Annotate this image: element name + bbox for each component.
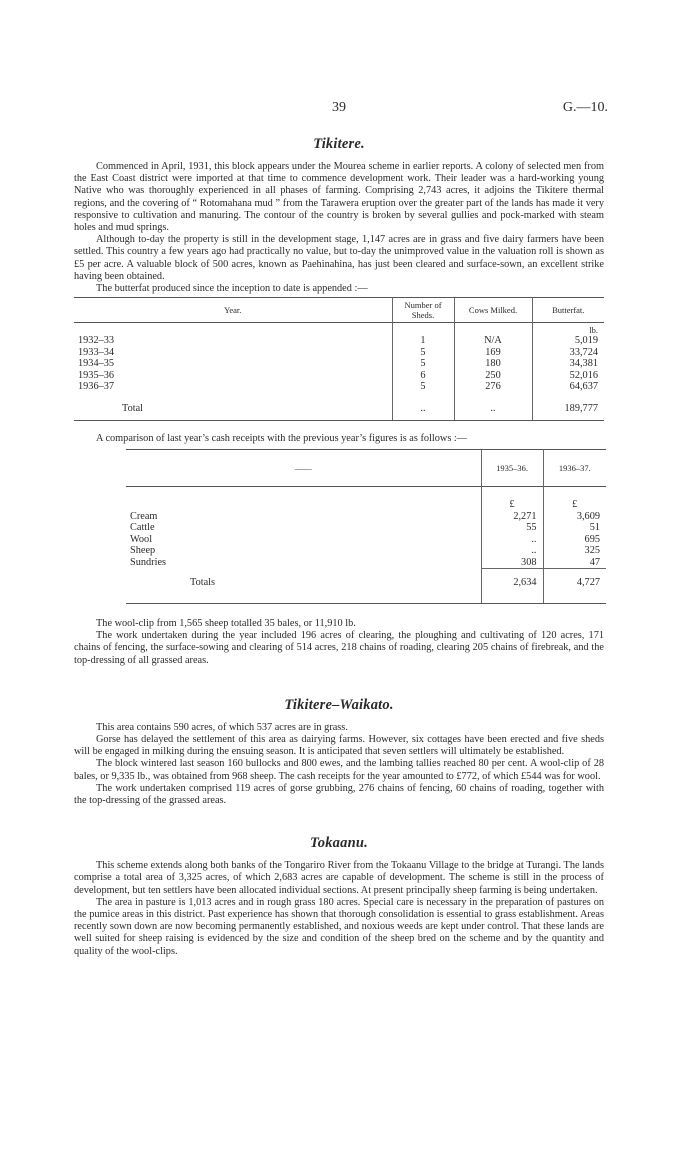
- paragraph: The work undertaken during the year included 196 acres of clearing, the ploughing and cultivating of 120 acres, 171 chains of fencing, the surface-sowing and clearing of 514 acres, 218 chains of roading, clearing 205 chains of firebreak, and the top-dressing of all grassed areas.: [74, 630, 604, 666]
- column-header-blank: ——: [294, 463, 312, 474]
- section-title-tikitere: Tikitere.: [313, 136, 365, 152]
- table-row: [74, 370, 604, 382]
- section-title-tokaanu: Tokaanu.: [310, 835, 368, 852]
- unit-label: lb.: [532, 323, 604, 336]
- cell-year: 1933–34: [78, 346, 115, 358]
- cell-sheds: 5: [392, 358, 454, 370]
- cell-year: 1932–33: [78, 335, 115, 347]
- column-header-butterfat: Butterfat.: [532, 298, 604, 323]
- cell-cows: N/A: [454, 335, 532, 347]
- paragraph: The block wintered last season 160 bullocks and 800 ewes, and the lambing tallies reached 80 per cent. A wool-clip of 28 bales, or 9,335 lb., was obtained from 968 sheep. The cash receipts for the year amounted to £772, of which £544 was for wool.: [74, 758, 604, 782]
- table-total-row: [74, 393, 604, 421]
- table-row: [126, 545, 606, 557]
- total-label: Totals: [126, 569, 481, 604]
- cell-sheds: 5: [392, 347, 454, 359]
- cell-cows: 276: [454, 381, 532, 393]
- paragraph: The wool-clip from 1,565 sheep totalled 35 bales, or 11,910 lb.: [96, 617, 356, 629]
- cell-item: Cattle: [130, 522, 155, 534]
- column-header-1936-37: 1936–37.: [543, 450, 606, 487]
- paragraph: This scheme extends along both banks of the Tongariro River from the Tokaanu Village to the bridge at Turangi. The lands comprise a total area of 3,325 acres, of which 2,683 acres are capable of development. The scheme is still in the process of development, but ten settlers have been allocated individual sections. At present principally sheep farming is being undertaken.: [74, 860, 604, 896]
- column-header-sheds: Number of Sheds.: [392, 298, 454, 323]
- cell-sheds: 6: [392, 370, 454, 382]
- paragraph: Gorse has delayed the settlement of this area as dairying farms. However, six cottages have been erected and five sheds will be engaged in milking during the ensuing season. It is anticipated that seven settlers will ultimately be established.: [74, 733, 604, 758]
- page-number: 39: [332, 100, 346, 115]
- cash-receipts-table: [126, 449, 606, 604]
- cell-1935-36: ..: [481, 545, 543, 557]
- cell-sheds: 5: [392, 381, 454, 393]
- total-1936-37: 4,727: [543, 569, 606, 604]
- table-row: [126, 522, 606, 534]
- cell-butterfat: 33,724: [532, 347, 604, 359]
- cell-1936-37: 51: [543, 522, 606, 534]
- cell-sheds: 1: [392, 335, 454, 347]
- cell-1936-37: 3,609: [543, 511, 606, 523]
- unit-row: [74, 323, 604, 336]
- table-row: [126, 534, 606, 546]
- document-reference: G.—10.: [562, 100, 608, 115]
- cell-year: 1934–35: [78, 358, 115, 370]
- cell-1935-36: 308: [481, 557, 543, 569]
- cell-item: Cream: [130, 510, 158, 522]
- table-total-row: [126, 569, 606, 604]
- table-caption: A comparison of last year’s cash receipts with the previous year’s figures is as follows :—: [96, 433, 468, 445]
- table-row: [74, 358, 604, 370]
- page-header: [74, 100, 608, 122]
- table-header-row: [74, 298, 604, 323]
- column-header-cows: Cows Milked.: [454, 298, 532, 323]
- column-header-year: Year.: [224, 305, 242, 316]
- column-header-1935-36: 1935–36.: [481, 450, 543, 487]
- cell-butterfat: 52,016: [532, 370, 604, 382]
- section-title-tikitere-waikato: Tikitere–Waikato.: [284, 696, 394, 713]
- currency-symbol: £: [543, 487, 606, 511]
- cell-cows: 180: [454, 358, 532, 370]
- currency-row: [126, 487, 606, 511]
- table-row: [74, 381, 604, 393]
- cell-1936-37: 47: [543, 557, 606, 569]
- cell-butterfat: 34,381: [532, 358, 604, 370]
- table-row: [74, 335, 604, 347]
- total-sheds: ..: [392, 393, 454, 421]
- cell-1935-36: ..: [481, 534, 543, 546]
- table-row: [126, 511, 606, 523]
- cell-1936-37: 325: [543, 545, 606, 557]
- cell-butterfat: 64,637: [532, 381, 604, 393]
- cell-item: Sheep: [130, 545, 156, 557]
- total-butterfat: 189,777: [532, 393, 604, 421]
- cell-item: Wool: [130, 533, 153, 545]
- paragraph: The area in pasture is 1,013 acres and in rough grass 180 acres. Special care is necessary in the preparation of pastures on the pumice areas in this district. Past experience has shown that thorough consolidation is essential to grass establishment. Areas recently sown down are now becoming permanently established, and noxious weeds are kept under control. That these lands are well suited for sheep raising is evidenced by the size and condition of the sheep bred on the scheme and by the quantity and quality of the wool-clips.: [74, 896, 604, 957]
- table-row: [74, 347, 604, 359]
- report-page: [74, 100, 608, 958]
- total-cows: ..: [454, 393, 532, 421]
- cell-year: 1935–36: [78, 369, 115, 381]
- cell-1935-36: 55: [481, 522, 543, 534]
- total-1935-36: 2,634: [481, 569, 543, 604]
- cell-year: 1936–37: [78, 381, 115, 393]
- cell-cows: 250: [454, 370, 532, 382]
- paragraph: The work undertaken comprised 119 acres of gorse grubbing, 276 chains of fencing, 60 chains of roading, together with the top-dressing of the grassed areas.: [74, 782, 604, 806]
- table-row: [126, 557, 606, 569]
- cell-1936-37: 695: [543, 534, 606, 546]
- table-header-row: [126, 450, 606, 487]
- paragraph: The butterfat produced since the inception to date is appended :—: [96, 283, 368, 295]
- cell-butterfat: 5,019: [532, 335, 604, 347]
- paragraph: Although to-day the property is still in the development stage, 1,147 acres are in grass and five dairy farmers have been settled. This country a few years ago had practically no value, but to-day the unimproved value in the valuation roll is shown as £5 per acre. A valuable block of 500 acres, known as Paehinahina, has just been cleared and surface-sown, an excellent strike having been obtained.: [74, 234, 604, 282]
- paragraph: Commenced in April, 1931, this block appears under the Mourea scheme in earlier reports. A colony of selected men from the East Coast district were imported at that time to commence development work. Their leader was a hard-working young Native who was thoroughly experienced in all phases of farming. Comprising 2,743 acres, it adjoins the Tikitere thermal regions, and the covering of “ Rotomahana mud ” from the Tarawera eruption over the greater part of the lands has made it very responsive to cultivation and manuring. The contour of the country is broken by several gullies and pock-marked with steam holes and mud springs.: [74, 161, 604, 234]
- butterfat-table: [74, 297, 604, 421]
- cell-cows: 169: [454, 347, 532, 359]
- total-label: Total: [74, 393, 392, 421]
- paragraph: This area contains 590 acres, of which 537 acres are in grass.: [96, 721, 348, 733]
- cell-item: Sundries: [130, 557, 167, 569]
- cell-1935-36: 2,271: [481, 511, 543, 523]
- currency-symbol: £: [481, 487, 543, 511]
